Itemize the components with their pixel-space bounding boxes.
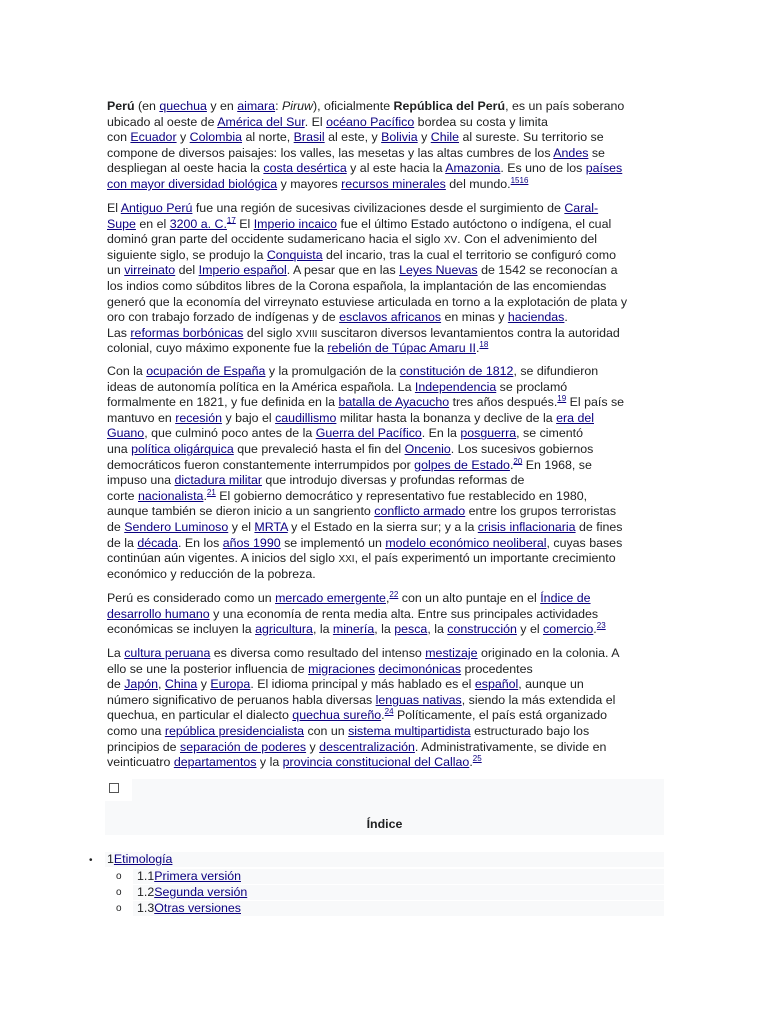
link-lenguas-nativas[interactable]: lenguas nativas — [375, 692, 462, 707]
text: una — [107, 441, 132, 456]
text-line — [107, 279, 663, 295]
link-independencia[interactable]: Independencia — [414, 379, 497, 394]
link-esclavos-africanos[interactable]: esclavos africanos — [339, 310, 442, 325]
text-line — [107, 520, 663, 536]
text: estructurado bajo los — [470, 723, 590, 738]
text: . El idioma principal y más hablado es el — [250, 677, 475, 692]
text: y bajo el — [222, 410, 276, 425]
text: y en — [206, 99, 238, 113]
link-quechua[interactable]: quechua — [159, 99, 207, 113]
text: de 1542 se reconocían a — [477, 263, 618, 278]
text: , cuyas bases — [546, 535, 623, 550]
text-line — [107, 380, 663, 396]
link-constitucion-1812[interactable]: constitución de 1812 — [399, 364, 514, 378]
text: y una economía de renta media alta. Entre sus principales actividades — [209, 606, 599, 621]
link-mestizaje[interactable]: mestizaje — [425, 646, 478, 660]
link-mineria[interactable]: minería — [332, 622, 375, 637]
text: . — [475, 341, 480, 356]
link-quechua-sureno[interactable]: quechua sureño — [292, 708, 382, 723]
text-line — [107, 426, 663, 442]
text: del siglo — [243, 325, 296, 340]
link-posguerra[interactable]: posguerra — [460, 426, 517, 441]
text: militar hasta la bonanza y declive de la — [336, 410, 557, 425]
text: La — [107, 646, 125, 660]
link-andes[interactable]: Andes — [553, 145, 589, 160]
text: y — [176, 130, 190, 145]
link-conquista[interactable]: Conquista — [266, 247, 323, 262]
text: , es un país soberano — [505, 99, 625, 113]
text: continúan aún vigentes. A inicios del siglo — [107, 551, 339, 566]
text: ideas de autonomía política en la América española. La — [107, 379, 415, 394]
link-era-del-guano[interactable]: era del — [556, 410, 594, 425]
text: aunque también se dieron inicio a un sangriento — [107, 504, 375, 519]
text: al norte, — [242, 130, 294, 145]
text-line — [107, 489, 663, 505]
link-decada[interactable]: década — [137, 535, 178, 550]
text-line — [107, 395, 663, 411]
link-guerra-pacifico[interactable]: Guerra del Pacífico — [315, 426, 422, 441]
toc-item-etimologia[interactable] — [105, 852, 664, 867]
text-line — [107, 248, 663, 264]
link-costa-desertica[interactable]: costa desértica — [263, 161, 347, 176]
text: Perú es considerado como un — [107, 591, 276, 605]
link-indice-desarrollo-humano[interactable]: desarrollo humano — [107, 606, 210, 621]
reference-link[interactable]: 22 — [389, 589, 399, 599]
reference-link[interactable]: 18 — [479, 340, 489, 350]
text: se implementó un — [280, 535, 386, 550]
link-amazonia[interactable]: Amazonia — [445, 161, 501, 176]
link-ecuador[interactable]: Ecuador — [130, 130, 177, 145]
text-line — [107, 567, 663, 583]
link-haciendas[interactable]: haciendas — [507, 310, 565, 325]
text: dominó gran parte del occidente sudamericano hacia el siglo — [107, 232, 444, 247]
text: que prevaleció hasta el fin del — [233, 441, 405, 456]
link-caral-supe[interactable]: Caral- — [564, 201, 599, 215]
text: Con la — [107, 364, 147, 378]
text: , la — [427, 622, 448, 637]
toc-item-primera-version[interactable] — [133, 869, 664, 884]
text: suscitaron diversos levantamientos contra la autoridad — [317, 325, 620, 340]
link-nacionalista[interactable]: nacionalista — [138, 488, 204, 503]
text: . En la — [421, 426, 461, 441]
text-line — [107, 341, 663, 357]
text: del mundo. — [445, 176, 511, 191]
link-conflicto-armado[interactable]: conflicto armado — [374, 504, 466, 519]
link-oceano-pacifico[interactable]: océano Pacífico — [326, 114, 415, 129]
link-sistema-multipartidista[interactable]: sistema multipartidista — [348, 723, 471, 738]
toc-title: Índice — [366, 817, 403, 831]
text: del — [175, 263, 199, 278]
text: económicas se incluyen la — [107, 622, 256, 637]
text: como una — [107, 723, 165, 738]
text-line — [107, 310, 663, 326]
text: El país se — [566, 395, 625, 410]
text: . — [469, 755, 473, 770]
text: al sureste. Su territorio se — [459, 130, 604, 145]
text: y el — [516, 622, 544, 637]
text: del incario, tras la cual el territorio se configuró como — [322, 247, 616, 262]
text-line — [107, 677, 663, 693]
link-virreinato[interactable]: virreinato — [124, 263, 176, 278]
text: económico y reducción de la pobreza. — [107, 566, 316, 581]
text: El — [235, 216, 254, 231]
text: y mayores — [277, 176, 342, 191]
text: quechua, en particular el dialecto — [107, 708, 293, 723]
link-republica-presidencialista[interactable]: república presidencialista — [164, 723, 304, 738]
text: oro con trabajo forzado de indígenas y de — [107, 310, 340, 325]
text: . El — [304, 114, 327, 129]
text: con un — [304, 723, 349, 738]
text: generó que la economía del virreynato estuviese articulada en torno a la explotación de plata y — [107, 294, 628, 309]
link-europa[interactable]: Europa — [210, 677, 251, 692]
text: compone de diversos paisajes: los valles, las mesetas y las altas cumbres de los — [107, 145, 554, 160]
text-line — [107, 551, 663, 567]
reference-link[interactable]: 16 — [519, 175, 529, 185]
text: . En los — [177, 535, 223, 550]
text-line — [107, 693, 663, 709]
text: con — [107, 130, 131, 145]
text-line — [107, 442, 663, 458]
link-aimara[interactable]: aimara — [237, 99, 276, 113]
text: número significativo de peruanos habla diversas — [107, 692, 376, 707]
link-cultura-peruana[interactable]: cultura peruana — [124, 646, 211, 660]
text: y el Estado en la sierra sur; y a la — [287, 519, 478, 534]
link-paises-megadiversos[interactable]: con mayor diversidad biológica — [107, 176, 278, 191]
paragraph-economy — [107, 591, 663, 638]
text-line — [107, 458, 663, 474]
reference-link[interactable]: 23 — [596, 621, 606, 631]
text: tres años después. — [449, 395, 558, 410]
text: . A pesar que en las — [286, 263, 400, 278]
toc-link[interactable]: Primera versión — [154, 869, 241, 883]
text: colonial, cuyo máximo exponente fue la — [107, 341, 328, 356]
text-line — [107, 130, 663, 146]
text: y el — [228, 519, 255, 534]
link-espanol[interactable]: español — [474, 677, 519, 692]
text-line — [107, 263, 663, 279]
text-line — [107, 326, 663, 342]
text: : — [275, 99, 282, 113]
text: se — [588, 145, 605, 160]
text-line — [107, 708, 663, 724]
text: , se cimentó — [516, 426, 583, 441]
link-america-del-sur[interactable]: América del Sur — [217, 114, 305, 129]
link-3200-ac[interactable]: 3200 a. C. — [169, 216, 227, 231]
text: siguiente siglo, se produjo la — [107, 247, 267, 262]
text-line — [107, 755, 663, 771]
text: . — [564, 310, 568, 325]
link-caral-supe[interactable]: Supe — [107, 216, 136, 231]
text: (en — [134, 99, 160, 113]
paragraph-culture — [107, 646, 663, 771]
text-line — [107, 364, 663, 380]
link-imperio-incaico[interactable]: Imperio incaico — [253, 216, 338, 231]
text: al este, y — [324, 130, 382, 145]
toc-item-otras-versiones[interactable] — [133, 901, 664, 916]
text: . — [203, 488, 207, 503]
link-ocupacion-espana[interactable]: ocupación de España — [146, 364, 266, 378]
toc-toggle[interactable] — [105, 779, 132, 801]
link-brasil[interactable]: Brasil — [293, 130, 325, 145]
text: procedentes — [461, 661, 533, 676]
link-caudillismo[interactable]: caudillismo — [275, 410, 337, 425]
text: y — [197, 677, 211, 692]
link-departamentos[interactable]: departamentos — [173, 755, 257, 770]
text-line — [107, 411, 663, 427]
link-separacion-poderes[interactable]: separación de poderes — [180, 739, 307, 754]
text: ubicado al oeste de — [107, 114, 218, 129]
link-paises-megadiversos[interactable]: países — [585, 161, 623, 176]
text: fue el último Estado autóctono o indígena, el cual — [337, 216, 612, 231]
link-recursos-minerales[interactable]: recursos minerales — [341, 176, 446, 191]
link-imperio-espanol[interactable]: Imperio español — [198, 263, 287, 278]
text-line — [107, 232, 663, 248]
text: , — [158, 677, 165, 692]
link-descentralizacion[interactable]: descentralización — [319, 739, 415, 754]
link-bolivia[interactable]: Bolivia — [381, 130, 418, 145]
text: de — [107, 677, 125, 692]
link-agricultura[interactable]: agricultura — [255, 622, 313, 637]
toc-item-segunda-version[interactable] — [133, 885, 664, 900]
link-politica-oligarquica[interactable]: política oligárquica — [131, 441, 234, 456]
text: ), oficialmente — [312, 99, 394, 113]
text: . — [593, 622, 597, 637]
link-indice-desarrollo-humano[interactable]: Índice de — [540, 591, 591, 605]
text-line — [107, 622, 663, 638]
text: . — [509, 457, 514, 472]
text-line — [107, 161, 663, 177]
link-construccion[interactable]: construcción — [447, 622, 517, 637]
text: El — [107, 201, 121, 215]
text-line — [107, 217, 663, 233]
text: , la — [312, 622, 333, 637]
text-line — [107, 724, 663, 740]
text: , se difundieron — [513, 364, 599, 378]
paragraph-history — [107, 201, 663, 357]
text: es diversa como resultado del intenso — [210, 646, 426, 660]
text: , aunque un — [518, 677, 584, 692]
text-line — [107, 99, 663, 115]
link-anos-1990[interactable]: años 1990 — [222, 535, 281, 550]
link-recesion[interactable]: recesión — [175, 410, 223, 425]
link-migraciones[interactable]: migraciones — [308, 661, 375, 676]
toc-link[interactable]: Etimología — [113, 852, 173, 866]
toc-bullet: • — [89, 855, 93, 866]
text: y — [417, 130, 431, 145]
paragraph-republic — [107, 364, 663, 582]
text-line — [107, 146, 663, 162]
link-mercado-emergente[interactable]: mercado emergente — [275, 591, 386, 605]
text: . — [381, 708, 385, 723]
link-china[interactable]: China — [164, 677, 198, 692]
toc-number: 1 — [107, 852, 114, 866]
text: , — [385, 591, 390, 605]
toc-number: 1.2 — [137, 885, 155, 899]
text-line — [107, 115, 663, 131]
roman-numeral: XV — [443, 235, 458, 247]
link-modelo-neoliberal[interactable]: modelo económico neoliberal — [385, 535, 547, 550]
link-colombia[interactable]: Colombia — [189, 130, 243, 145]
text: entre los grupos terroristas — [465, 504, 617, 519]
toc-sub-bullet: o — [116, 903, 122, 914]
reference-link[interactable]: 19 — [557, 394, 567, 404]
text: , la — [374, 622, 395, 637]
italic-text: Piruw — [281, 99, 313, 113]
link-decimononicas[interactable]: decimonónicas — [378, 661, 462, 676]
text: impuso una — [107, 473, 175, 488]
link-mrta[interactable]: MRTA — [254, 519, 288, 534]
toc-sub-bullet: o — [116, 871, 122, 882]
text: Políticamente, el país está organizado — [393, 708, 608, 723]
text: . Es uno de los — [500, 161, 586, 176]
link-japon[interactable]: Japón — [124, 677, 158, 692]
toc-number: 1.3 — [137, 901, 155, 915]
text: en minas y — [441, 310, 508, 325]
text: , el país experimentó un importante crecimiento — [354, 551, 616, 566]
text: de fines — [575, 519, 623, 534]
text: . Con el advenimiento del — [457, 232, 597, 247]
text: , siendo la más extendida el — [461, 692, 616, 707]
roman-numeral: XXI — [338, 554, 355, 566]
text-line — [107, 646, 663, 662]
bold-text: República del Perú — [393, 99, 506, 113]
text: en el — [135, 216, 170, 231]
text: En 1968, se — [522, 457, 592, 472]
text-line — [107, 591, 663, 607]
text: se proclamó — [496, 379, 568, 394]
link-sendero-luminoso[interactable]: Sendero Luminoso — [124, 519, 229, 534]
toc-container — [105, 779, 664, 835]
text: los indios como súbditos libres de la Corona española, la implantación de las encomiendas — [107, 278, 607, 293]
text: democráticos fueron constantemente interrumpidos por — [107, 457, 415, 472]
text: . Administrativamente, se divide en — [414, 739, 607, 754]
text: de — [107, 519, 125, 534]
text: fue una región de sucesivas civilizaciones desde el surgimiento de — [192, 201, 565, 215]
reference-link[interactable]: 15 — [510, 175, 520, 185]
text-line — [107, 473, 663, 489]
text-line — [107, 662, 663, 678]
text: y al este hacia la — [346, 161, 446, 176]
link-pesca[interactable]: pesca — [394, 622, 428, 637]
text: bordea su costa y limita — [414, 114, 548, 129]
link-crisis-inflacionaria[interactable]: crisis inflacionaria — [477, 519, 576, 534]
text: con un alto puntaje en el — [398, 591, 541, 605]
text: El gobierno democrático y representativo fue restablecido en 1980, — [215, 488, 588, 503]
text: principios de — [107, 739, 181, 754]
toc-number: 1.1 — [137, 869, 155, 883]
link-rebelion-tupac-amaru[interactable]: rebelión de Túpac Amaru II — [327, 341, 476, 356]
link-golpes-de-estado[interactable]: golpes de Estado — [414, 457, 510, 472]
text: . Los sucesivos gobiernos — [450, 441, 594, 456]
text-line — [107, 740, 663, 756]
toc-link[interactable]: Otras versiones — [154, 901, 241, 915]
text: ello se une la posterior influencia de — [107, 661, 309, 676]
link-batalla-ayacucho[interactable]: batalla de Ayacucho — [338, 395, 450, 410]
reference-link[interactable]: 21 — [206, 487, 216, 497]
link-era-del-guano[interactable]: Guano — [107, 426, 145, 441]
link-antiguo-peru[interactable]: Antiguo Perú — [120, 201, 193, 215]
text: formalmente en 1821, y fue definida en la — [107, 395, 339, 410]
text-line — [107, 607, 663, 623]
link-provincia-callao[interactable]: provincia constitucional del Callao — [282, 755, 470, 770]
text: que introdujo diversas y profundas reformas de — [261, 473, 525, 488]
roman-numeral: XVIII — [295, 328, 318, 340]
text: originado en la colonia. A — [477, 646, 620, 660]
text: , que culminó poco antes de la — [144, 426, 316, 441]
paragraph-intro — [107, 99, 663, 193]
link-leyes-nuevas[interactable]: Leyes Nuevas — [399, 263, 478, 278]
link-reformas-borbonicas[interactable]: reformas borbónicas — [130, 325, 244, 340]
link-comercio[interactable]: comercio — [543, 622, 594, 637]
text: Las — [107, 325, 131, 340]
text-line — [107, 201, 663, 217]
text: y — [306, 739, 320, 754]
reference-link[interactable]: 25 — [472, 754, 482, 764]
link-chile[interactable]: Chile — [430, 130, 459, 145]
reference-link[interactable]: 24 — [384, 707, 394, 717]
text-line — [107, 177, 663, 193]
text: mantuvo en — [107, 410, 176, 425]
text-line — [107, 536, 663, 552]
text: corte — [107, 488, 138, 503]
toc-sub-bullet: o — [116, 887, 122, 898]
text: de la — [107, 535, 138, 550]
reference-link[interactable]: 20 — [513, 456, 523, 466]
link-dictadura-militar[interactable]: dictadura militar — [174, 473, 262, 488]
reference-link[interactable]: 17 — [226, 215, 236, 225]
text: y la promulgación de la — [265, 364, 400, 378]
toc-link[interactable]: Segunda versión — [154, 885, 248, 899]
toc-toggle-checkbox[interactable] — [109, 783, 119, 793]
text: despliegan al oeste hacia la — [107, 161, 264, 176]
text: un — [107, 263, 125, 278]
text: y la — [256, 755, 283, 770]
text-line — [107, 504, 663, 520]
bold-text: Perú — [107, 99, 135, 113]
link-oncenio[interactable]: Oncenio — [404, 441, 451, 456]
text-line — [107, 295, 663, 311]
text: veinticuatro — [107, 755, 174, 770]
